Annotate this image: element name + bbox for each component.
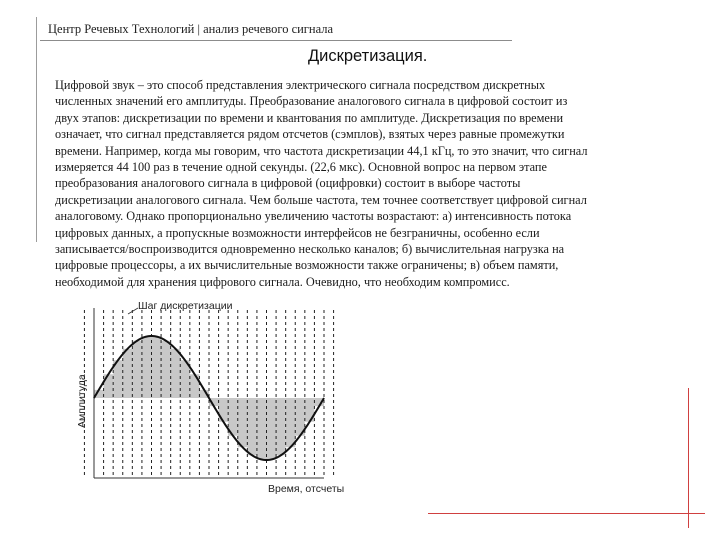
sample-bar bbox=[247, 398, 257, 455]
body-line: означает, что сигнал представляется рядом отсчетов (сэмплов), взятых через равные промежутки bbox=[55, 127, 565, 142]
body-line: записывается/воспроизводится одновременно несколько каналов; б) вычислительная нагрузка на bbox=[55, 242, 565, 257]
page-title: Дискретизация. bbox=[308, 47, 428, 65]
body-line: измеряется 44 100 раз в течение одной секунды. (22,6 мкс). Основной вопрос на первом этапе bbox=[55, 160, 547, 175]
body-line: Цифровой звук – это способ представления электрического сигнала посредством дискретных bbox=[55, 78, 546, 92]
body-line: аналоговому. Однако пропорционально увеличению частоты возрастают: а) интенсивность потока bbox=[55, 209, 572, 224]
x-axis-label: Время, отсчеты bbox=[268, 483, 345, 495]
sampling-figure bbox=[70, 298, 360, 498]
sample-bar bbox=[152, 337, 162, 398]
body-line: цифровые процессоры, а их вычислительные возможности также ограничены; в) объем памяти, bbox=[55, 258, 559, 273]
header-text: Центр Речевых Технологий | анализ речевого сигнала bbox=[48, 22, 334, 36]
body-line: цифровых данных, а пропускные возможности интерфейсов не безграничны, особенно если bbox=[55, 225, 540, 240]
sample-bar bbox=[257, 398, 267, 459]
body-line: дискретизации аналогового сигнала. Чем больше частота, тем точнее соответствует цифровой сигнал bbox=[55, 192, 587, 207]
left-vertical-rule bbox=[36, 17, 37, 242]
body-paragraph bbox=[55, 77, 680, 290]
right-accent-rule bbox=[688, 388, 689, 528]
sample-bar bbox=[161, 341, 171, 398]
body-line: времени. Например, когда мы говорим, что частота дискретизации 44,1 кГц, то это значит, что сигнал bbox=[55, 143, 588, 158]
sample-bar bbox=[276, 398, 286, 455]
sample-bar bbox=[132, 341, 142, 398]
header-rule bbox=[40, 40, 512, 41]
sample-bar bbox=[142, 337, 152, 398]
body-line: численных значений его амплитуды. Преобразование аналогового сигнала в цифровой состоит из bbox=[55, 94, 568, 109]
sample-bar bbox=[171, 349, 181, 398]
body-line: преобразования аналогового сигнала в цифровой (оцифровки) состоит в выборе частоты bbox=[55, 176, 521, 191]
sample-bar bbox=[123, 349, 133, 398]
sample-bar bbox=[238, 398, 248, 447]
y-axis-label: Амплитуда bbox=[76, 374, 88, 428]
body-line: двух этапов: дискретизации по времени и квантования по амплитуде. Дискретизация по времени bbox=[55, 110, 564, 125]
step-label: Шаг дискретизации bbox=[138, 300, 233, 312]
step-label-leader bbox=[128, 308, 138, 314]
bottom-accent-rule bbox=[428, 513, 705, 514]
sample-bar bbox=[286, 398, 296, 447]
sample-bar bbox=[267, 398, 277, 459]
body-line: необходимой для хранения цифрового сигнала. Очевидно, что необходим компромисс. bbox=[55, 274, 510, 289]
